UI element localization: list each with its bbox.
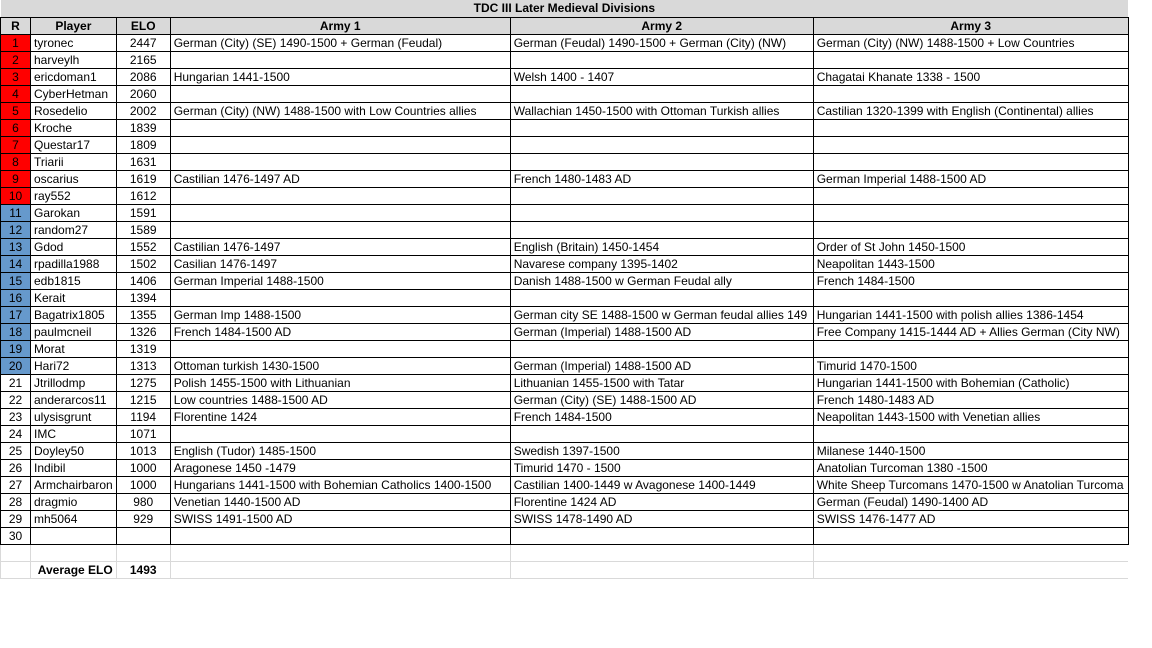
- average-elo-label[interactable]: Average ELO: [31, 561, 117, 578]
- rank-cell[interactable]: 7: [1, 136, 31, 153]
- rank-cell[interactable]: 21: [1, 374, 31, 391]
- rank-cell[interactable]: 15: [1, 272, 31, 289]
- elo-cell[interactable]: 1619: [116, 170, 170, 187]
- elo-cell[interactable]: 1631: [116, 153, 170, 170]
- rank-cell[interactable]: 2: [1, 51, 31, 68]
- player-cell[interactable]: Triarii: [31, 153, 117, 170]
- average-elo-value[interactable]: 1493: [116, 561, 170, 578]
- rank-cell[interactable]: 19: [1, 340, 31, 357]
- player-cell[interactable]: Questar17: [31, 136, 117, 153]
- elo-cell[interactable]: 2060: [116, 85, 170, 102]
- rank-cell[interactable]: 22: [1, 391, 31, 408]
- army2-cell[interactable]: [510, 119, 813, 136]
- rank-cell[interactable]: 16: [1, 289, 31, 306]
- player-cell[interactable]: anderarcos11: [31, 391, 117, 408]
- rank-cell[interactable]: 26: [1, 459, 31, 476]
- army2-cell[interactable]: [510, 153, 813, 170]
- elo-cell[interactable]: 1313: [116, 357, 170, 374]
- table-row: [1, 289, 1129, 306]
- empty-cell[interactable]: [170, 544, 510, 561]
- army2-cell[interactable]: Swedish 1397-1500: [510, 442, 813, 459]
- table-row: [1, 510, 1129, 527]
- rank-cell[interactable]: 27: [1, 476, 31, 493]
- empty-cell[interactable]: [116, 544, 170, 561]
- elo-cell[interactable]: [116, 527, 170, 544]
- army3-cell[interactable]: [813, 136, 1128, 153]
- elo-cell[interactable]: 929: [116, 510, 170, 527]
- elo-cell[interactable]: 1591: [116, 204, 170, 221]
- player-cell[interactable]: Kerait: [31, 289, 117, 306]
- elo-cell[interactable]: 1406: [116, 272, 170, 289]
- player-cell[interactable]: Hari72: [31, 357, 117, 374]
- table-row: [1, 374, 1129, 391]
- army3-cell[interactable]: [813, 187, 1128, 204]
- player-cell[interactable]: Armchairbaron: [31, 476, 117, 493]
- table-row: [1, 408, 1129, 425]
- army2-cell[interactable]: German (Imperial) 1488-1500 AD: [510, 357, 813, 374]
- army2-cell[interactable]: SWISS 1478-1490 AD: [510, 510, 813, 527]
- army2-cell[interactable]: [510, 221, 813, 238]
- army3-cell[interactable]: [813, 51, 1128, 68]
- header-player[interactable]: Player: [31, 17, 117, 34]
- army2-cell[interactable]: Welsh 1400 - 1407: [510, 68, 813, 85]
- table-row: [1, 238, 1129, 255]
- army1-cell[interactable]: Castilian 1476-1497 AD: [170, 170, 510, 187]
- rank-cell[interactable]: 13: [1, 238, 31, 255]
- army1-cell[interactable]: [170, 85, 510, 102]
- army2-cell[interactable]: [510, 51, 813, 68]
- header-rank[interactable]: R: [1, 17, 31, 34]
- empty-cell[interactable]: [510, 561, 813, 578]
- header-row: [1, 17, 1129, 34]
- army3-cell[interactable]: [813, 527, 1128, 544]
- table-row: [1, 476, 1129, 493]
- army3-cell[interactable]: Order of St John 1450-1500: [813, 238, 1128, 255]
- army2-cell[interactable]: [510, 425, 813, 442]
- table-row: [1, 442, 1129, 459]
- table-row: [1, 102, 1129, 119]
- elo-cell[interactable]: 1000: [116, 459, 170, 476]
- army1-cell[interactable]: [170, 51, 510, 68]
- rank-cell[interactable]: 6: [1, 119, 31, 136]
- army1-cell[interactable]: [170, 153, 510, 170]
- table-row: [1, 136, 1129, 153]
- empty-cell[interactable]: [813, 561, 1128, 578]
- table-row: [1, 340, 1129, 357]
- army2-cell[interactable]: [510, 136, 813, 153]
- army3-cell[interactable]: Neapolitan 1443-1500: [813, 255, 1128, 272]
- player-cell[interactable]: Indibil: [31, 459, 117, 476]
- army3-cell[interactable]: Free Company 1415-1444 AD + Allies German (City NW): [813, 323, 1128, 340]
- player-cell[interactable]: dragmio: [31, 493, 117, 510]
- rank-cell[interactable]: 28: [1, 493, 31, 510]
- army3-cell[interactable]: Hungarian 1441-1500 with Bohemian (Catholic): [813, 374, 1128, 391]
- table-row: [1, 255, 1129, 272]
- elo-cell[interactable]: 1326: [116, 323, 170, 340]
- header-army3[interactable]: Army 3: [813, 17, 1128, 34]
- army1-cell[interactable]: Hungarians 1441-1500 with Bohemian Catholics 1400-1500: [170, 476, 510, 493]
- empty-cell[interactable]: [1, 544, 31, 561]
- army1-cell[interactable]: German Imperial 1488-1500: [170, 272, 510, 289]
- elo-cell[interactable]: 1275: [116, 374, 170, 391]
- army2-cell[interactable]: [510, 289, 813, 306]
- player-cell[interactable]: Gdod: [31, 238, 117, 255]
- elo-cell[interactable]: 2165: [116, 51, 170, 68]
- elo-cell[interactable]: 2447: [116, 34, 170, 51]
- player-cell[interactable]: Bagatrix1805: [31, 306, 117, 323]
- player-cell[interactable]: random27: [31, 221, 117, 238]
- rank-cell[interactable]: 25: [1, 442, 31, 459]
- army2-cell[interactable]: French 1484-1500: [510, 408, 813, 425]
- header-army1[interactable]: Army 1: [170, 17, 510, 34]
- army3-cell[interactable]: German Imperial 1488-1500 AD: [813, 170, 1128, 187]
- table-row: [1, 34, 1129, 51]
- rank-cell[interactable]: 29: [1, 510, 31, 527]
- player-cell[interactable]: [31, 527, 117, 544]
- player-cell[interactable]: Rosedelio: [31, 102, 117, 119]
- table-row: [1, 68, 1129, 85]
- elo-cell[interactable]: 2086: [116, 68, 170, 85]
- elo-cell[interactable]: 1013: [116, 442, 170, 459]
- army1-cell[interactable]: Castilian 1476-1497: [170, 238, 510, 255]
- player-cell[interactable]: oscarius: [31, 170, 117, 187]
- player-cell[interactable]: paulmcneil: [31, 323, 117, 340]
- elo-cell[interactable]: 1589: [116, 221, 170, 238]
- army2-cell[interactable]: [510, 527, 813, 544]
- army1-cell[interactable]: SWISS 1491-1500 AD: [170, 510, 510, 527]
- army2-cell[interactable]: Lithuanian 1455-1500 with Tatar: [510, 374, 813, 391]
- army1-cell[interactable]: Ottoman turkish 1430-1500: [170, 357, 510, 374]
- table-row: [1, 204, 1129, 221]
- average-row: [1, 561, 1129, 578]
- army1-cell[interactable]: Hungarian 1441-1500: [170, 68, 510, 85]
- army1-cell[interactable]: Venetian 1440-1500 AD: [170, 493, 510, 510]
- elo-cell[interactable]: 1071: [116, 425, 170, 442]
- army3-cell[interactable]: [813, 204, 1128, 221]
- elo-cell[interactable]: 1839: [116, 119, 170, 136]
- elo-cell[interactable]: 1194: [116, 408, 170, 425]
- rank-cell[interactable]: 3: [1, 68, 31, 85]
- table-row: [1, 221, 1129, 238]
- army2-cell[interactable]: [510, 85, 813, 102]
- player-cell[interactable]: ulysisgrunt: [31, 408, 117, 425]
- table-row: [1, 323, 1129, 340]
- army3-cell[interactable]: French 1484-1500: [813, 272, 1128, 289]
- table-row: [1, 272, 1129, 289]
- empty-cell[interactable]: [813, 544, 1128, 561]
- army2-cell[interactable]: Florentine 1424 AD: [510, 493, 813, 510]
- player-cell[interactable]: mh5064: [31, 510, 117, 527]
- army3-cell[interactable]: German (Feudal) 1490-1400 AD: [813, 493, 1128, 510]
- army1-cell[interactable]: [170, 187, 510, 204]
- rank-cell[interactable]: 20: [1, 357, 31, 374]
- table-row: [1, 391, 1129, 408]
- army3-cell[interactable]: Timurid 1470-1500: [813, 357, 1128, 374]
- spacer-row: [1, 544, 1129, 561]
- rank-cell[interactable]: 1: [1, 34, 31, 51]
- rank-cell[interactable]: 8: [1, 153, 31, 170]
- rank-cell[interactable]: 18: [1, 323, 31, 340]
- player-cell[interactable]: edb1815: [31, 272, 117, 289]
- elo-cell[interactable]: 1552: [116, 238, 170, 255]
- army1-cell[interactable]: Polish 1455-1500 with Lithuanian: [170, 374, 510, 391]
- army3-cell[interactable]: [813, 221, 1128, 238]
- army1-cell[interactable]: [170, 221, 510, 238]
- player-cell[interactable]: Doyley50: [31, 442, 117, 459]
- rank-cell[interactable]: 4: [1, 85, 31, 102]
- empty-cell[interactable]: [510, 544, 813, 561]
- army3-cell[interactable]: Hungarian 1441-1500 with polish allies 1386-1454: [813, 306, 1128, 323]
- player-cell[interactable]: Jtrillodmp: [31, 374, 117, 391]
- army2-cell[interactable]: English (Britain) 1450-1454: [510, 238, 813, 255]
- rank-cell[interactable]: 10: [1, 187, 31, 204]
- army2-cell[interactable]: Navarese company 1395-1402: [510, 255, 813, 272]
- header-elo[interactable]: ELO: [116, 17, 170, 34]
- army3-cell[interactable]: [813, 425, 1128, 442]
- table-row: [1, 493, 1129, 510]
- rank-cell[interactable]: 11: [1, 204, 31, 221]
- table-row: [1, 306, 1129, 323]
- army3-cell[interactable]: Chagatai Khanate 1338 - 1500: [813, 68, 1128, 85]
- army1-cell[interactable]: [170, 340, 510, 357]
- player-cell[interactable]: ray552: [31, 187, 117, 204]
- army3-cell[interactable]: [813, 153, 1128, 170]
- table-row: [1, 153, 1129, 170]
- army1-cell[interactable]: [170, 527, 510, 544]
- army3-cell[interactable]: Castilian 1320-1399 with English (Continental) allies: [813, 102, 1128, 119]
- rank-cell[interactable]: 5: [1, 102, 31, 119]
- table-row: [1, 187, 1129, 204]
- rank-cell[interactable]: 14: [1, 255, 31, 272]
- player-cell[interactable]: ericdoman1: [31, 68, 117, 85]
- player-cell[interactable]: Kroche: [31, 119, 117, 136]
- empty-cell[interactable]: [31, 544, 117, 561]
- army2-cell[interactable]: [510, 340, 813, 357]
- army1-cell[interactable]: Low countries 1488-1500 AD: [170, 391, 510, 408]
- player-cell[interactable]: IMC: [31, 425, 117, 442]
- rank-cell[interactable]: 9: [1, 170, 31, 187]
- army2-cell[interactable]: [510, 204, 813, 221]
- elo-cell[interactable]: 1394: [116, 289, 170, 306]
- army3-cell[interactable]: Milanese 1440-1500: [813, 442, 1128, 459]
- army1-cell[interactable]: [170, 289, 510, 306]
- army1-cell[interactable]: Aragonese 1450 -1479: [170, 459, 510, 476]
- header-army2[interactable]: Army 2: [510, 17, 813, 34]
- army3-cell[interactable]: Neapolitan 1443-1500 with Venetian allies: [813, 408, 1128, 425]
- army2-cell[interactable]: [510, 187, 813, 204]
- army1-cell[interactable]: [170, 425, 510, 442]
- table-row: [1, 527, 1129, 544]
- elo-cell[interactable]: 1319: [116, 340, 170, 357]
- elo-cell[interactable]: 1612: [116, 187, 170, 204]
- army3-cell[interactable]: [813, 340, 1128, 357]
- army3-cell[interactable]: German (City) (NW) 1488-1500 + Low Countries: [813, 34, 1128, 51]
- elo-cell[interactable]: 980: [116, 493, 170, 510]
- table-row: [1, 425, 1129, 442]
- player-cell[interactable]: tyronec: [31, 34, 117, 51]
- army1-cell[interactable]: Florentine 1424: [170, 408, 510, 425]
- army3-cell[interactable]: Anatolian Turcoman 1380 -1500: [813, 459, 1128, 476]
- army2-cell[interactable]: Danish 1488-1500 w German Feudal ally: [510, 272, 813, 289]
- table-row: [1, 85, 1129, 102]
- army2-cell[interactable]: Castilian 1400-1449 w Avagonese 1400-1449: [510, 476, 813, 493]
- player-cell[interactable]: Morat: [31, 340, 117, 357]
- elo-cell[interactable]: 1215: [116, 391, 170, 408]
- elo-cell[interactable]: 2002: [116, 102, 170, 119]
- army2-cell[interactable]: French 1480-1483 AD: [510, 170, 813, 187]
- elo-cell[interactable]: 1000: [116, 476, 170, 493]
- table-row: [1, 459, 1129, 476]
- army1-cell[interactable]: [170, 136, 510, 153]
- table-row: [1, 357, 1129, 374]
- army1-cell[interactable]: German (City) (SE) 1490-1500 + German (Feudal): [170, 34, 510, 51]
- elo-cell[interactable]: 1809: [116, 136, 170, 153]
- army2-cell[interactable]: German city SE 1488-1500 w German feudal allies 149: [510, 306, 813, 323]
- sheet-title[interactable]: TDC III Later Medieval Divisions: [1, 0, 1129, 17]
- army3-cell[interactable]: French 1480-1483 AD: [813, 391, 1128, 408]
- army2-cell[interactable]: Timurid 1470 - 1500: [510, 459, 813, 476]
- army2-cell[interactable]: German (Feudal) 1490-1500 + German (City) (NW): [510, 34, 813, 51]
- army1-cell[interactable]: [170, 119, 510, 136]
- army3-cell[interactable]: [813, 85, 1128, 102]
- rank-cell[interactable]: 24: [1, 425, 31, 442]
- army1-cell[interactable]: German Imp 1488-1500: [170, 306, 510, 323]
- army1-cell[interactable]: German (City) (NW) 1488-1500 with Low Countries allies: [170, 102, 510, 119]
- rank-cell[interactable]: 12: [1, 221, 31, 238]
- army3-cell[interactable]: [813, 289, 1128, 306]
- elo-cell[interactable]: 1502: [116, 255, 170, 272]
- title-row: [1, 0, 1129, 17]
- table-row: [1, 51, 1129, 68]
- army1-cell[interactable]: English (Tudor) 1485-1500: [170, 442, 510, 459]
- army2-cell[interactable]: Wallachian 1450-1500 with Ottoman Turkish allies: [510, 102, 813, 119]
- army1-cell[interactable]: [170, 204, 510, 221]
- army2-cell[interactable]: German (City) (SE) 1488-1500 AD: [510, 391, 813, 408]
- army2-cell[interactable]: German (Imperial) 1488-1500 AD: [510, 323, 813, 340]
- army3-cell[interactable]: White Sheep Turcomans 1470-1500 w Anatolian Turcoma: [813, 476, 1128, 493]
- rank-cell[interactable]: 17: [1, 306, 31, 323]
- table-row: [1, 170, 1129, 187]
- player-cell[interactable]: rpadilla1988: [31, 255, 117, 272]
- rank-cell[interactable]: 23: [1, 408, 31, 425]
- army3-cell[interactable]: SWISS 1476-1477 AD: [813, 510, 1128, 527]
- empty-cell[interactable]: [170, 561, 510, 578]
- army3-cell[interactable]: [813, 119, 1128, 136]
- player-cell[interactable]: Garokan: [31, 204, 117, 221]
- player-cell[interactable]: harveylh: [31, 51, 117, 68]
- army1-cell[interactable]: French 1484-1500 AD: [170, 323, 510, 340]
- empty-cell[interactable]: [1, 561, 31, 578]
- rank-cell[interactable]: 30: [1, 527, 31, 544]
- player-cell[interactable]: CyberHetman: [31, 85, 117, 102]
- army1-cell[interactable]: Casilian 1476-1497: [170, 255, 510, 272]
- elo-cell[interactable]: 1355: [116, 306, 170, 323]
- table-row: [1, 119, 1129, 136]
